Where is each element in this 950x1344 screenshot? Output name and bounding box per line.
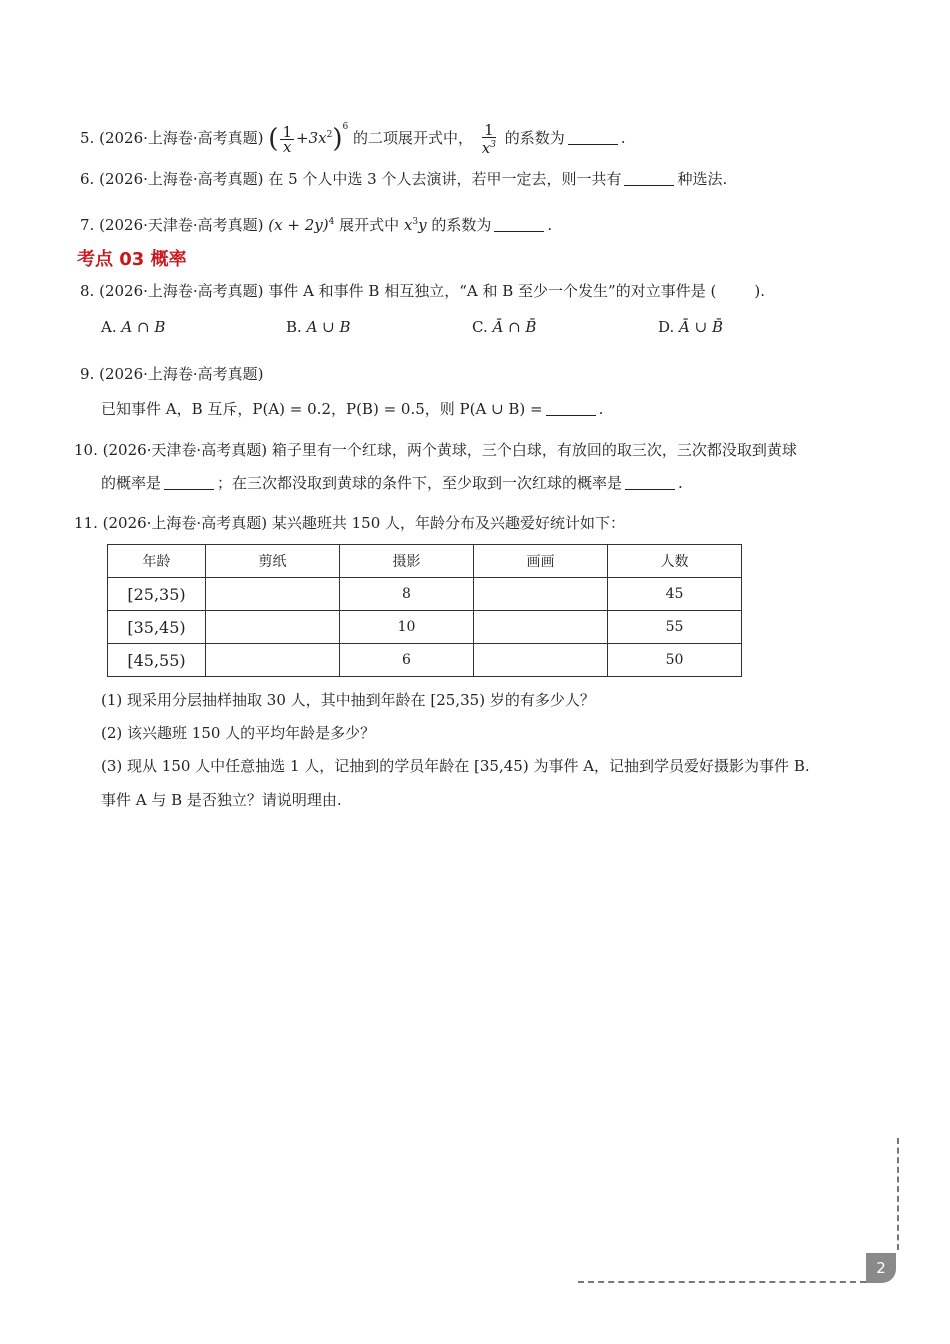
question-7: 7. (2026·天津卷·高考真题) $(x + 2y)^4$ 展开式中 $x^3y$ 的系数为 . [80,216,553,234]
page-corner-dashed-horizontal [578,1281,866,1283]
table-header: 摄影 [340,545,474,578]
table-cell [206,611,340,644]
table-header: 年龄 [108,545,206,578]
table-cell [206,644,340,677]
question-9 [80,363,264,385]
option-a[interactable]: A. A ∩ B [101,318,166,336]
question-number: 8. [80,282,95,300]
question-8: 8. (2026·上海卷·高考真题) 事件 A 和事件 B 相互独立，“A 和 B 至少一个发生”的对立事件是 ( ). [80,282,765,300]
question-source: (2026·上海卷·高考真题) [99,282,264,300]
table-cell: [35,45) [108,611,206,644]
question-source: (2026·上海卷·高考真题) [99,129,264,147]
question-number: 5. [80,129,95,147]
fraction: $\frac{1}{x^3}$ [481,121,496,157]
sub-question-3-cont: 事件 A 与 B 是否独立？请说明理由. [101,791,342,809]
question-source: (2026·天津卷·高考真题) [99,216,264,234]
fraction: $\frac{1}{x}$ [282,122,292,156]
question-source: (2026·上海卷·高考真题) [99,170,264,188]
statistics-table [107,544,742,677]
table-row [108,611,742,644]
page-number: 2 [866,1253,896,1283]
question-5: 5. (2026·上海卷·高考真题) ( $\frac{1}{x}$ $+3x^2)^6$ 的二项展开式中， $\frac{1}{x^3}$ 的系数为 . [80,121,626,157]
option-d[interactable]: D. Ā ∪ B̄ [658,318,724,336]
answer-blank[interactable] [494,217,544,232]
question-number: 11. [74,514,98,532]
table-header: 剪纸 [206,545,340,578]
section-heading: 考点 03 概率 [77,249,187,270]
table-header-row [108,545,742,578]
answer-blank[interactable] [546,401,596,416]
question-source: (2026·上海卷·高考真题) [99,365,264,383]
question-source: (2026·天津卷·高考真题) [102,441,268,459]
table-cell: 10 [340,611,474,644]
question-source: (2026·上海卷·高考真题) [102,514,268,532]
sub-question-1: (1) 现采用分层抽样抽取 30 人，其中抽到年龄在 [25,35) 岁的有多少人？ [101,691,595,709]
table-cell [474,578,608,611]
question-number: 9. [80,365,95,383]
table-cell [474,611,608,644]
table-cell: [25,35) [108,578,206,611]
sub-question-3: (3) 现从 150 人中任意抽选 1 人，记抽到的学员年龄在 [35,45) 为事件 A，记抽到学员爱好摄影为事件 B. [101,757,810,775]
answer-blank[interactable] [164,475,214,490]
table-cell: 8 [340,578,474,611]
table-cell: [45,55) [108,644,206,677]
question-10-line2: 的概率是 ；在三次都没取到黄球的条件下，至少取到一次红球的概率是 . [101,474,683,492]
table-cell: 6 [340,644,474,677]
table-row [108,578,742,611]
question-number: 10. [74,441,98,459]
expression: (x + 2y) [268,216,329,234]
answer-blank[interactable] [625,475,675,490]
question-11: 11. (2026·上海卷·高考真题) 某兴趣班共 150 人，年龄分布及兴趣爱好统计如下： [74,514,626,532]
question-6: 6. (2026·上海卷·高考真题) 在 5 个人中选 3 个人去演讲，若甲一定去，则一共有 种选法. [80,170,728,188]
paren-close: ) [332,124,343,154]
answer-blank[interactable] [568,130,618,145]
table-cell: 50 [608,644,742,677]
question-number: 6. [80,170,95,188]
question-10: 10. (2026·天津卷·高考真题) 箱子里有一个红球，两个黄球，三个白球，有放回的取三次，三次都没取到黄球 [74,441,797,459]
paren-open: ( [268,124,279,154]
table-row [108,644,742,677]
option-c[interactable]: C. Ā ∩ B̄ [472,318,537,336]
expression: +3x [296,129,327,147]
table-header: 画画 [474,545,608,578]
sub-question-2: (2) 该兴趣班 150 人的平均年龄是多少？ [101,724,376,742]
table-header: 人数 [608,545,742,578]
table-cell: 55 [608,611,742,644]
answer-blank[interactable] [624,171,674,186]
question-9-body: 已知事件 A，B 互斥，P(A) = 0.2，P(B) = 0.5，则 P(A ∪ B) = . [101,400,604,418]
question-number: 7. [80,216,95,234]
table-cell [206,578,340,611]
table-cell [474,644,608,677]
table-cell: 45 [608,578,742,611]
page-corner-dashed-vertical [897,1138,899,1250]
option-b[interactable]: B. A ∪ B [286,318,351,336]
